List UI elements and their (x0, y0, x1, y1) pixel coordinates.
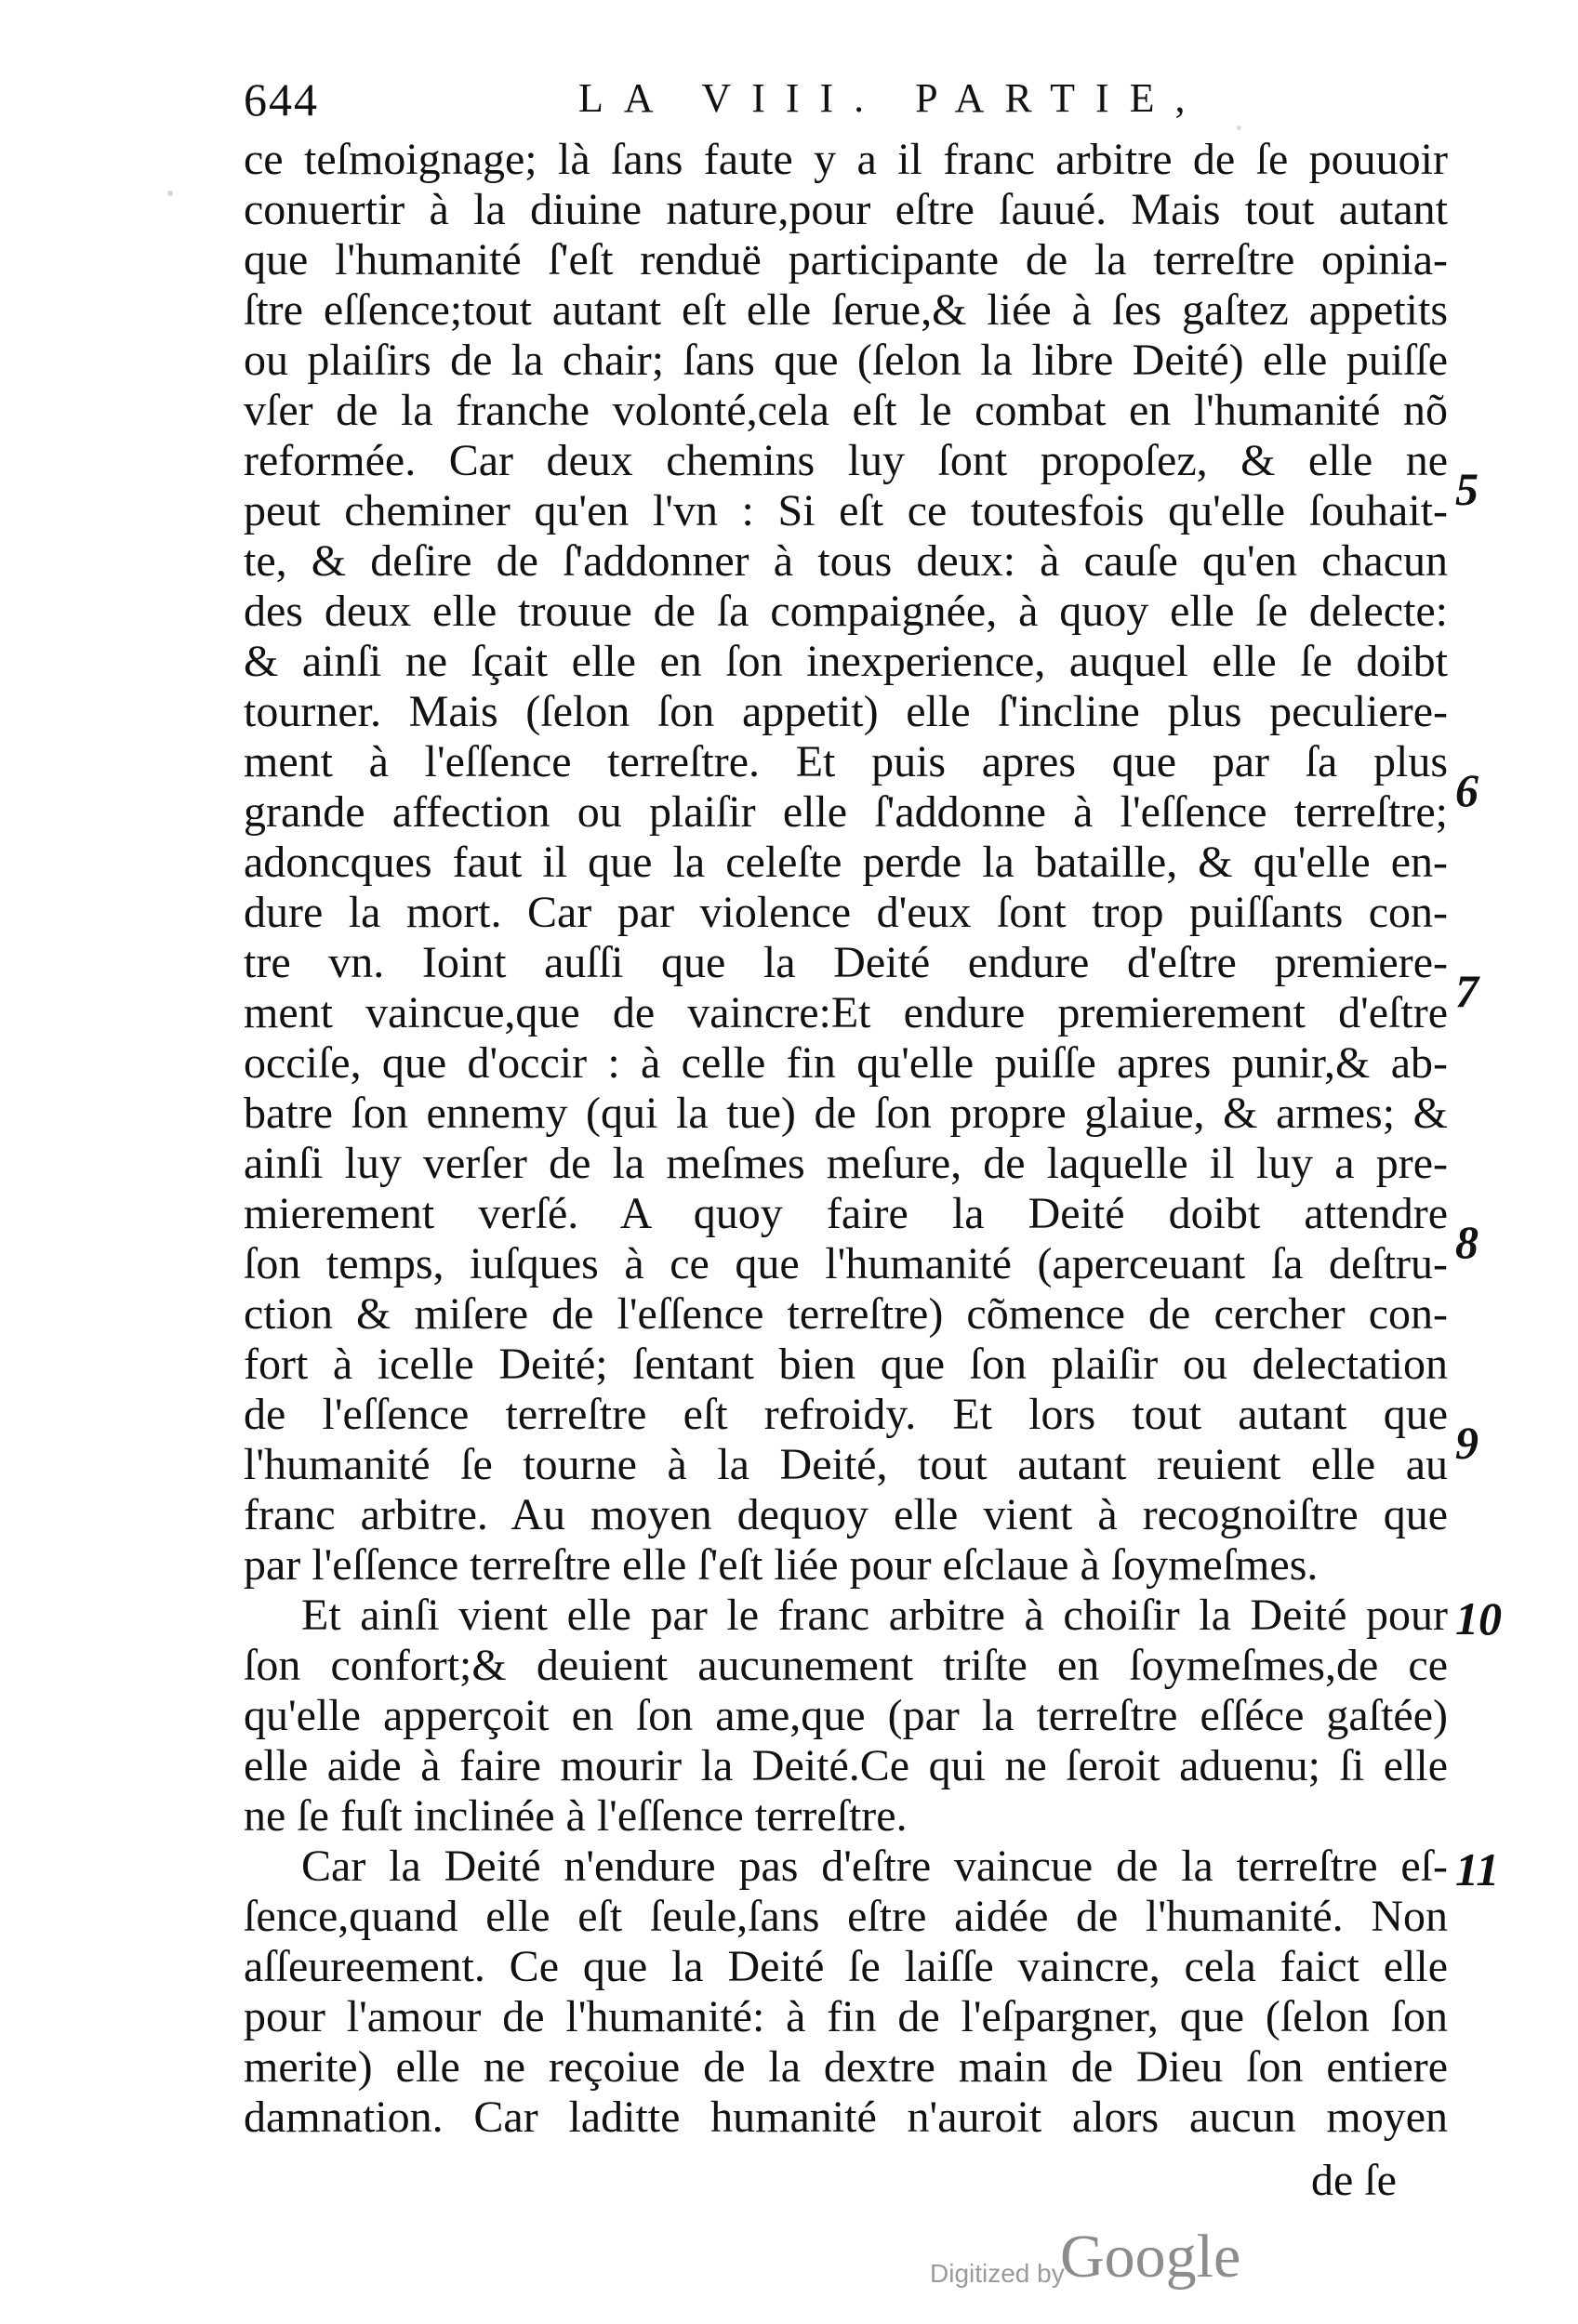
margin-number: 10 (1455, 1592, 1502, 1644)
margin-number: 5 (1455, 463, 1479, 515)
margin-number: 7 (1455, 965, 1479, 1017)
text-line: par l'eſſence terreſtre elle ſ'eſt liée pour eſclaue à ſoymeſmes. (244, 1540, 1319, 1590)
text-line: fort à icelle Deité; ſentant bien que ſon plaiſir ou delectation (244, 1340, 1448, 1389)
text-line: Car la Deité n'endure pas d'eſtre vaincue de la terreſtre eſ- (301, 1842, 1448, 1891)
text-line: & ainſi ne ſçait elle en ſon inexperience, auquel elle ſe doibt (244, 637, 1448, 686)
text-line: pour l'amour de l'humanité: à fin de l'eſpargner, que (ſelon ſon (244, 1992, 1448, 2041)
ink-speck (167, 191, 173, 196)
text-line: ſence,quand elle eſt ſeule,ſans eſtre aidée de l'humanité. Non (244, 1892, 1448, 1941)
page-number: 644 (244, 73, 319, 125)
text-line: ſon temps, iuſques à ce que l'humanité (aperceuant ſa deſtru- (244, 1239, 1448, 1288)
text-line: adoncques faut il que la celeſte perde la bataille, & qu'elle en- (244, 838, 1448, 887)
text-line: des deux elle trouue de ſa compaignée, à quoy elle ſe delecte: (244, 587, 1448, 636)
text-line: reformée. Car deux chemins luy ſont propoſez, & elle ne (244, 436, 1448, 485)
text-line: damnation. Car laditte humanité n'auroit alors aucun moyen (244, 2093, 1448, 2142)
catchword: de ſe (1311, 2156, 1397, 2205)
text-line: elle aide à faire mourir la Deité.Ce qui ne ſeroit aduenu; ſi elle (244, 1741, 1448, 1790)
margin-number: 11 (1455, 1843, 1500, 1895)
text-line: ainſi luy verſer de la meſmes meſure, de laquelle il luy a pre- (244, 1139, 1448, 1188)
text-line: te, & deſire de ſ'addonner à tous deux: à cauſe qu'en chacun (244, 536, 1448, 586)
running-title: LA VIII. PARTIE, (578, 75, 1206, 121)
text-line: de l'eſſence terreſtre eſt refroidy. Et lors tout autant que (244, 1390, 1448, 1439)
body-text (244, 135, 1448, 2143)
text-line: franc arbitre. Au moyen dequoy elle vient à recognoiſtre que (244, 1490, 1448, 1539)
text-line: Et ainſi vient elle par le franc arbitre à choiſir la Deité pour (301, 1591, 1448, 1640)
text-line: tourner. Mais (ſelon ſon appetit) elle ſ'incline plus peculiere- (244, 687, 1448, 736)
text-line: peut cheminer qu'en l'vn : Si eſt ce toutesfois qu'elle ſouhait- (244, 486, 1448, 535)
text-line: occiſe, que d'occir : à celle fin qu'elle puiſſe apres punir,& ab- (244, 1038, 1448, 1088)
margin-number: 9 (1455, 1417, 1479, 1469)
text-line: merite) elle ne reçoiue de la dextre main de Dieu ſon entiere (244, 2042, 1448, 2092)
digitized-by-label: Digitized by (930, 2259, 1065, 2288)
text-line: ce teſmoignage; là ſans faute y a il franc arbitre de ſe pouuoir (244, 135, 1448, 184)
text-line: dure la mort. Car par violence d'eux ſont trop puiſſants con- (244, 888, 1448, 937)
text-line: qu'elle apperçoit en ſon ame,que (par la terreſtre eſſéce gaſtée) (244, 1691, 1448, 1740)
text-line: batre ſon ennemy (qui la tue) de ſon propre glaiue, & armes; & (244, 1089, 1448, 1138)
text-line: tre vn. Ioint auſſi que la Deité endure d'eſtre premiere- (244, 938, 1448, 987)
text-line: ne ſe fuſt inclinée à l'eſſence terreſtre. (244, 1791, 908, 1841)
text-line: ction & miſere de l'eſſence terreſtre) cõmence de cercher con- (244, 1289, 1448, 1339)
text-line: ſtre eſſence;tout autant eſt elle ſerue,& liée à ſes gaſtez appetits (244, 285, 1448, 335)
text-line: ſon confort;& deuient aucunement triſte en ſoymeſmes,de ce (244, 1641, 1448, 1690)
margin-number: 6 (1455, 764, 1479, 816)
text-line: mierement verſé. A quoy faire la Deité doibt attendre (244, 1189, 1448, 1238)
ink-speck (1237, 125, 1241, 130)
digitized-by-google-watermark (930, 2222, 1348, 2296)
page-header (244, 73, 1443, 138)
text-line: vſer de la franche volonté,cela eſt le combat en l'humanité nõ (244, 386, 1448, 435)
margin-number: 8 (1455, 1216, 1479, 1268)
text-line: l'humanité ſe tourne à la Deité, tout autant reuient elle au (244, 1440, 1448, 1489)
text-line: aſſeureement. Ce que la Deité ſe laiſſe vaincre, cela faict elle (244, 1942, 1448, 1991)
text-line: ou plaiſirs de la chair; ſans que (ſelon la libre Deité) elle puiſſe (244, 336, 1448, 385)
text-line: ment à l'eſſence terreſtre. Et puis apres que par ſa plus (244, 737, 1448, 786)
text-line: conuertir à la diuine nature,pour eſtre ſauué. Mais tout autant (244, 185, 1448, 234)
text-line: que l'humanité ſ'eſt renduë participante de la terreſtre opinia- (244, 235, 1448, 284)
text-line: ment vaincue,que de vaincre:Et endure premierement d'eſtre (244, 988, 1448, 1037)
google-logo: Google (1060, 2223, 1241, 2291)
text-line: grande affection ou plaiſir elle ſ'addonne à l'eſſence terreſtre; (244, 787, 1448, 837)
